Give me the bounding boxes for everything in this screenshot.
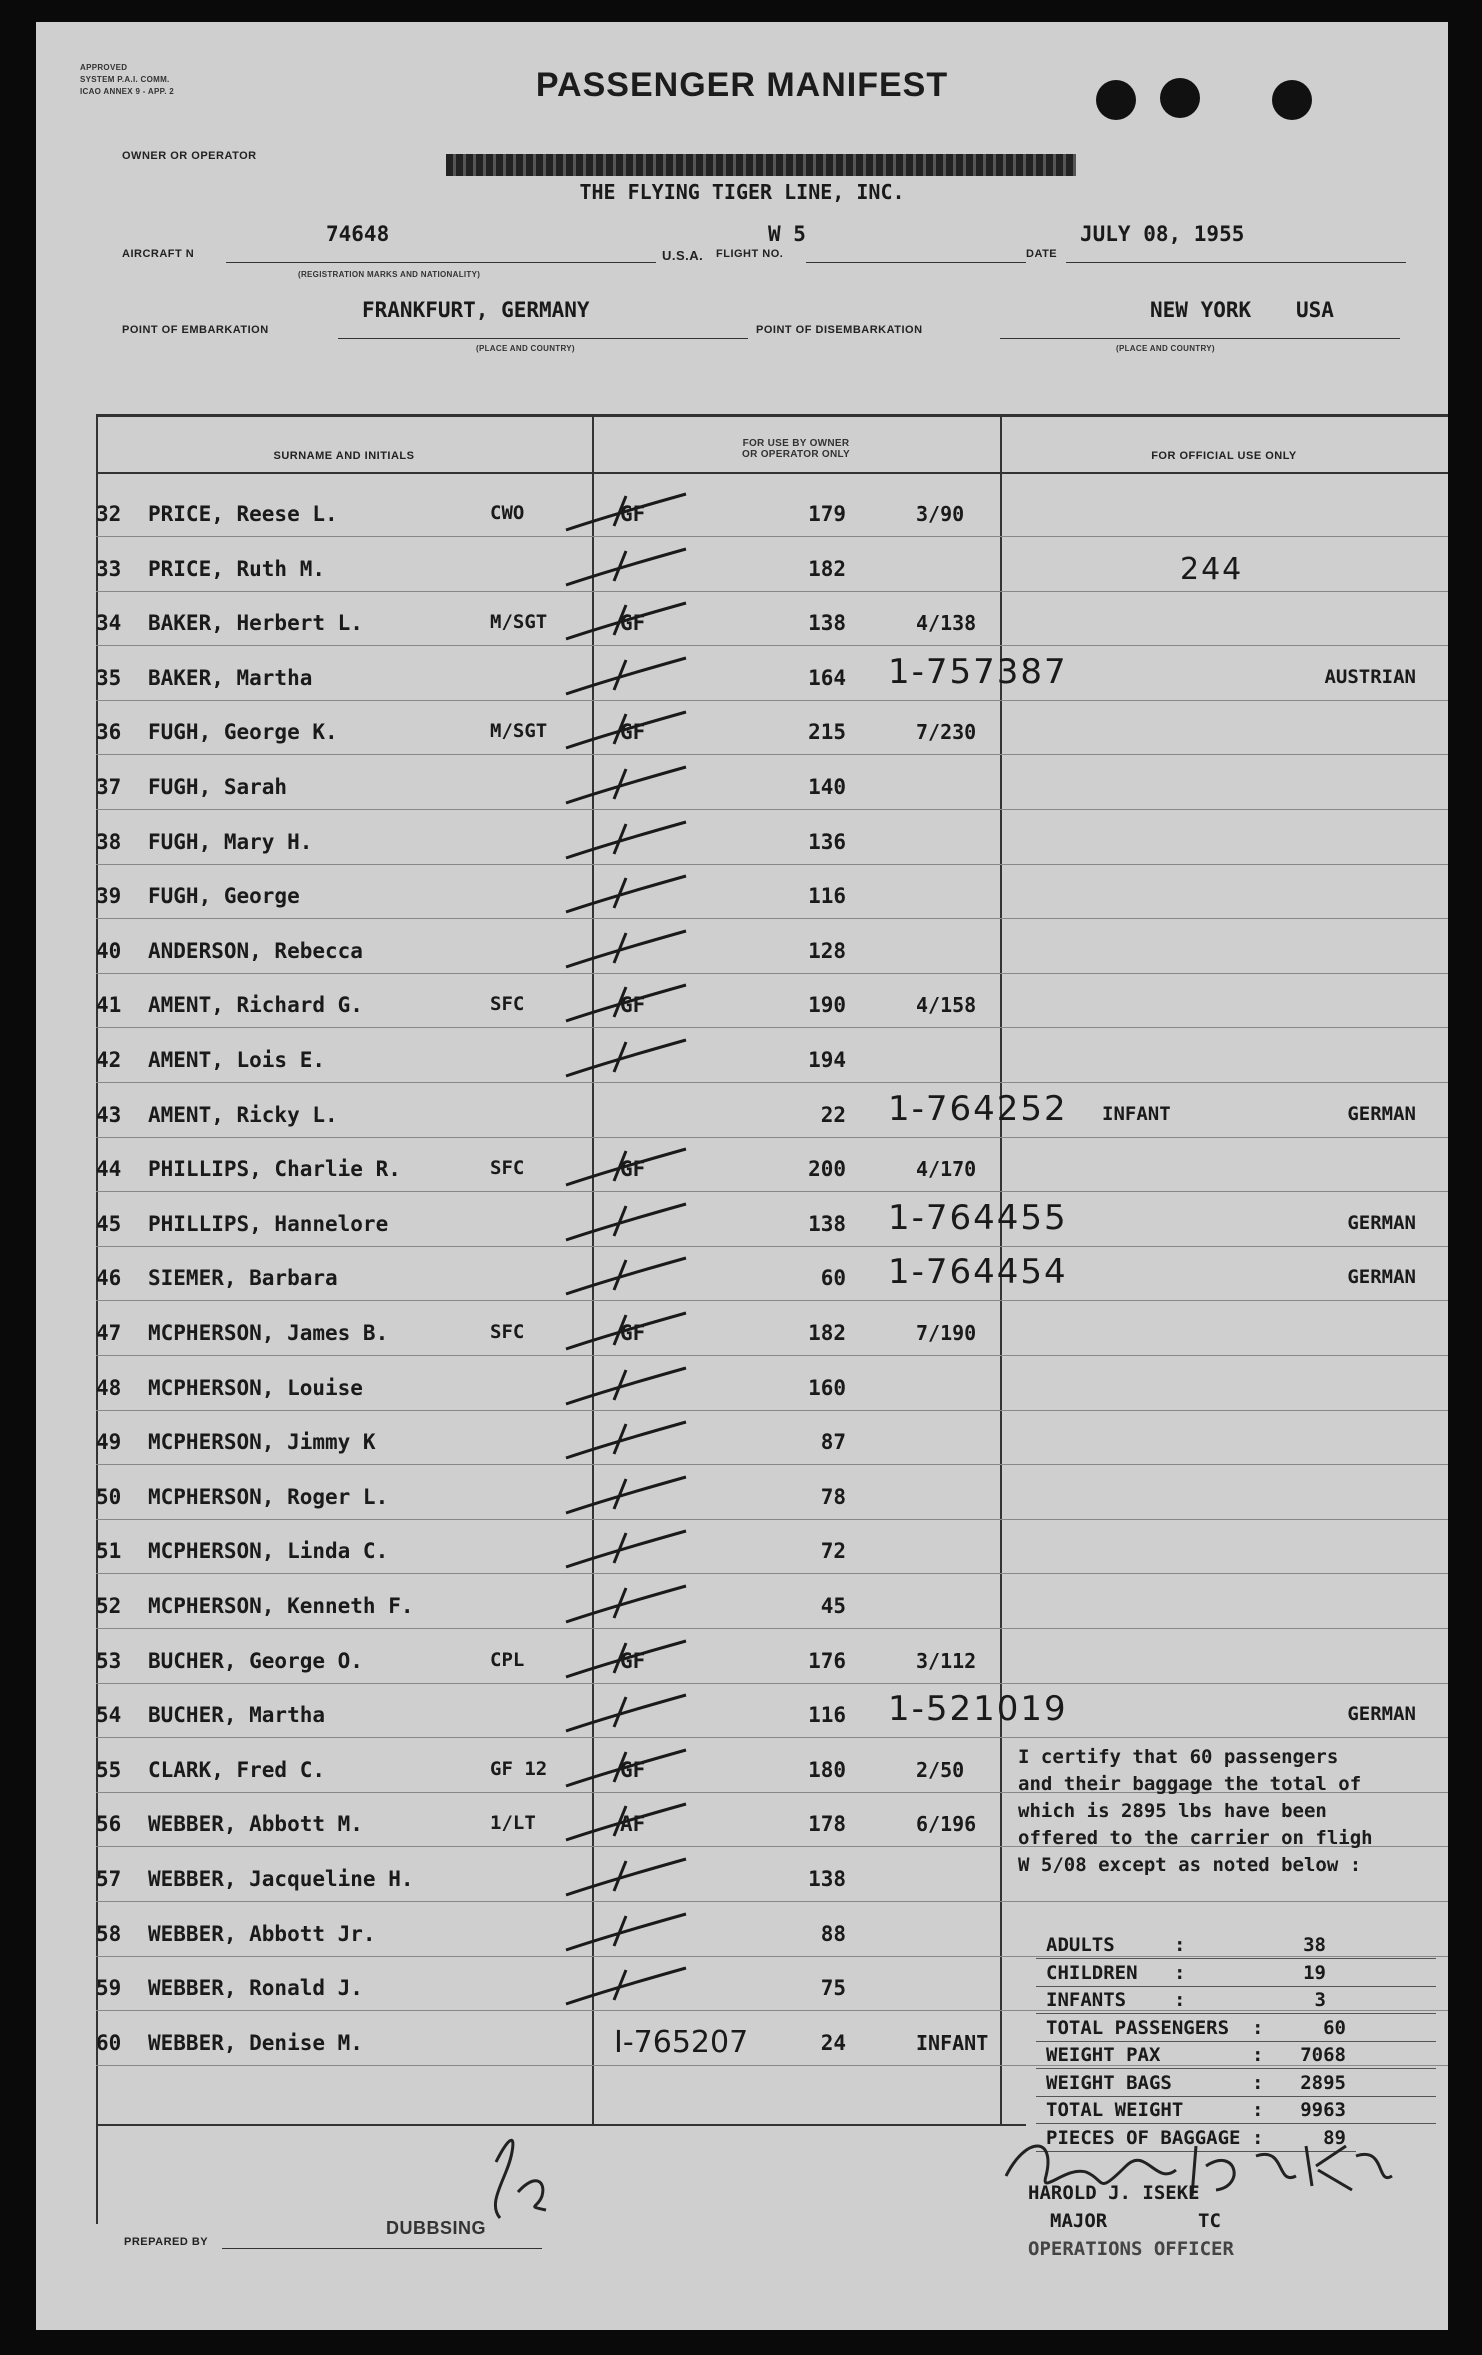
total-value: 89	[1323, 2126, 1346, 2149]
row-number: 33	[96, 556, 122, 581]
table-row	[36, 775, 1448, 815]
passenger-name: FUGH, Sarah	[148, 775, 288, 799]
total-row	[1046, 2017, 1426, 2043]
disembarkation-label: POINT OF DISEMBARKATION	[756, 324, 923, 336]
table-row	[36, 720, 1448, 760]
owner-label: OWNER OR OPERATOR	[122, 150, 257, 162]
passenger-name: PHILLIPS, Charlie R.	[148, 1157, 401, 1182]
passenger-name: AMENT, Lois E.	[148, 1048, 326, 1072]
total-row	[1046, 2044, 1426, 2070]
passenger-name: ANDERSON, Rebecca	[148, 938, 363, 963]
row-divider	[96, 1573, 1448, 1574]
baggage-count: 4/170	[916, 1157, 977, 1182]
passenger-weight: 116	[808, 1703, 846, 1728]
baggage-count: 2/50	[916, 1757, 965, 1782]
owner-use-header-line: OR OPERATOR ONLY	[742, 449, 850, 460]
row-divider	[96, 645, 1448, 646]
check-mark	[556, 1847, 696, 1907]
total-label: PIECES OF BAGGAGE	[1046, 2126, 1241, 2149]
check-mark	[556, 482, 696, 542]
table-row	[36, 939, 1448, 979]
check-mark	[556, 1192, 696, 1252]
passenger-code: GF	[620, 1157, 646, 1182]
passenger-weight: 45	[820, 1594, 846, 1618]
check-mark	[556, 1465, 696, 1525]
table-row	[36, 993, 1448, 1033]
row-divider	[96, 1191, 1448, 1192]
passenger-weight: 194	[808, 1048, 846, 1072]
passenger-rank: CPL	[490, 1648, 525, 1671]
passenger-weight: 136	[808, 829, 846, 854]
table-row	[36, 1157, 1448, 1197]
passenger-weight: 24	[820, 2030, 846, 2055]
total-row	[1046, 2072, 1426, 2098]
embarkation-value: FRANKFURT, GERMANY	[362, 298, 590, 322]
total-colon: :	[1174, 1989, 1186, 2011]
check-mark	[556, 864, 696, 924]
row-number: 49	[96, 1430, 122, 1455]
total-underline	[1036, 2068, 1436, 2069]
baggage-count: 4/158	[916, 993, 977, 1018]
infant-label: INFANT	[1102, 1102, 1171, 1125]
passenger-name: AMENT, Ricky L.	[148, 1102, 338, 1127]
aircraft-label: AIRCRAFT N	[122, 248, 195, 260]
passenger-weight: 78	[820, 1484, 846, 1509]
passenger-name: MCPHERSON, Kenneth F.	[148, 1594, 414, 1618]
check-mark	[556, 537, 696, 597]
total-row	[1046, 1989, 1426, 2015]
baggage-count: 3/90	[916, 502, 965, 526]
prepared-by-underline	[222, 2248, 542, 2249]
passenger-weight: 138	[808, 1211, 846, 1236]
row-divider	[96, 1082, 1448, 1083]
row-number: 32	[96, 502, 122, 526]
official-number: 1-764252	[888, 1088, 1068, 1129]
passenger-weight: 22	[820, 1102, 846, 1127]
table-top-border	[96, 414, 1448, 417]
check-mark	[556, 1738, 696, 1798]
certification-line: offered to the carrier on fligh	[1018, 1827, 1373, 1849]
baggage-count: 7/190	[916, 1321, 977, 1345]
check-mark	[556, 1301, 696, 1361]
check-mark	[556, 1956, 696, 2016]
date-underline	[1066, 262, 1406, 263]
check-mark	[556, 700, 696, 760]
passenger-weight: 128	[808, 938, 846, 963]
manifest-sheet	[36, 22, 1448, 2330]
row-divider	[96, 536, 1448, 537]
total-row	[1046, 2099, 1426, 2125]
check-mark	[556, 1137, 696, 1197]
row-divider	[96, 1137, 1448, 1138]
row-number: 54	[96, 1703, 122, 1728]
passenger-weight: 88	[820, 1921, 846, 1946]
total-label: ADULTS	[1046, 1934, 1115, 1956]
check-mark	[556, 591, 696, 651]
total-colon: :	[1252, 2044, 1264, 2066]
passenger-rank: 1/LT	[490, 1812, 536, 1835]
certification-line: and their baggage the total of	[1018, 1773, 1362, 1795]
surname-header: SURNAME AND INITIALS	[273, 450, 415, 462]
passenger-rank: CWO	[490, 502, 525, 524]
passenger-name: BAKER, Martha	[148, 665, 313, 690]
total-value: 38	[1303, 1934, 1326, 1956]
passenger-name: FUGH, Mary H.	[148, 829, 313, 854]
row-divider	[96, 1355, 1448, 1356]
baggage-count: 7/230	[916, 720, 977, 745]
table-row	[36, 884, 1448, 924]
check-mark	[556, 1902, 696, 1962]
disembarkation-caption: (PLACE AND COUNTRY)	[1116, 344, 1215, 353]
passenger-code: GF	[620, 502, 646, 526]
officer-name: HAROLD J. ISEKE	[1028, 2182, 1200, 2204]
passenger-code: AF	[620, 1812, 646, 1837]
approval-line: SYSTEM P.A.I. COMM.	[80, 75, 170, 84]
certification-line: W 5/08 except as noted below :	[1018, 1854, 1362, 1876]
passenger-rank: M/SGT	[490, 720, 548, 743]
passenger-weight: 72	[820, 1539, 846, 1564]
passenger-weight: 164	[808, 665, 846, 690]
total-colon: :	[1174, 1934, 1186, 1956]
row-number: 51	[96, 1539, 122, 1564]
total-label: CHILDREN	[1046, 1961, 1138, 1984]
passenger-weight: 178	[808, 1812, 846, 1837]
officer-rank: MAJOR	[1050, 2210, 1108, 2232]
row-number: 45	[96, 1211, 122, 1236]
row-divider	[96, 1246, 1448, 1247]
table-row	[36, 1539, 1448, 1579]
row-number: 41	[96, 993, 122, 1018]
table-row	[36, 651, 1448, 706]
table-row	[36, 1485, 1448, 1525]
passenger-name: MCPHERSON, Louise	[148, 1375, 363, 1400]
row-number: 43	[96, 1102, 122, 1127]
row-number: 50	[96, 1484, 122, 1509]
initials-mark	[466, 2122, 586, 2232]
passenger-code: GF	[620, 611, 646, 636]
passenger-weight: 215	[808, 720, 846, 745]
disembarkation-city: NEW YORK	[1150, 298, 1252, 322]
row-divider	[96, 1683, 1448, 1684]
flight-label: FLIGHT NO.	[716, 248, 784, 260]
check-mark	[556, 1356, 696, 1416]
passenger-name: BUCHER, George O.	[148, 1648, 363, 1673]
total-label: TOTAL WEIGHT	[1046, 2099, 1184, 2121]
row-number: 38	[96, 829, 122, 854]
row-divider	[96, 809, 1448, 810]
passenger-name: WEBBER, Denise M.	[148, 2030, 363, 2055]
table-row	[36, 1048, 1448, 1088]
passenger-weight: 182	[808, 1321, 846, 1345]
manifest-date: JULY 08, 1955	[1080, 222, 1245, 246]
check-mark	[556, 1519, 696, 1579]
row-number: 52	[96, 1594, 122, 1618]
row-number: 42	[96, 1048, 122, 1072]
passenger-weight: 160	[808, 1375, 846, 1400]
check-mark	[556, 810, 696, 870]
passenger-name: WEBBER, Jacqueline H.	[148, 1867, 414, 1891]
table-row	[36, 1197, 1448, 1252]
row-divider	[96, 918, 1448, 919]
row-number: 58	[96, 1921, 122, 1946]
check-mark	[556, 1574, 696, 1634]
row-divider	[96, 1519, 1448, 1520]
passenger-name: WEBBER, Abbott Jr.	[148, 1921, 376, 1946]
row-number: 56	[96, 1812, 122, 1837]
passenger-weight: 138	[808, 1867, 846, 1891]
passenger-rank: M/SGT	[490, 611, 548, 634]
passenger-rank: GF 12	[490, 1757, 548, 1780]
passenger-weight: 140	[808, 775, 846, 799]
certification-line: which is 2895 lbs have been	[1018, 1800, 1327, 1822]
check-mark	[556, 973, 696, 1033]
officer-unit: TC	[1198, 2210, 1221, 2232]
table-row	[36, 1088, 1448, 1143]
passenger-weight: 60	[820, 1266, 846, 1291]
check-mark	[556, 1246, 696, 1306]
check-mark	[556, 1410, 696, 1470]
check-mark	[556, 755, 696, 815]
table-row	[36, 1430, 1448, 1470]
official-number: 1-521019	[888, 1689, 1068, 1730]
flight-underline	[806, 262, 1026, 263]
row-number: 36	[96, 720, 122, 745]
operator-name: THE FLYING TIGER LINE, INC.	[579, 180, 905, 204]
total-value: 2895	[1300, 2071, 1346, 2094]
official-note: 244	[1180, 552, 1244, 587]
owner-use-header-line: FOR USE BY OWNER	[742, 438, 850, 449]
table-row	[36, 502, 1448, 542]
passenger-name: BAKER, Herbert L.	[148, 611, 363, 636]
official-use-header: FOR OFFICIAL USE ONLY	[1151, 450, 1297, 462]
row-divider	[96, 1464, 1448, 1465]
passenger-name: CLARK, Fred C.	[148, 1757, 326, 1782]
passenger-weight: 138	[808, 611, 846, 636]
passenger-name: WEBBER, Ronald J.	[148, 1976, 363, 2001]
official-number: 1-764455	[888, 1197, 1068, 1238]
total-underline	[1036, 1986, 1436, 1987]
check-mark	[556, 1629, 696, 1689]
total-colon: :	[1252, 2126, 1264, 2149]
passenger-weight: 190	[808, 993, 846, 1018]
row-number: 40	[96, 938, 122, 963]
passenger-name: PHILLIPS, Hannelore	[148, 1211, 389, 1236]
total-row	[1046, 1962, 1426, 1988]
passenger-name: SIEMER, Barbara	[148, 1266, 338, 1291]
total-value: 9963	[1300, 2099, 1346, 2121]
passenger-nationality: GERMAN	[1347, 1703, 1416, 1726]
table-row	[36, 611, 1448, 651]
passenger-code: GF	[620, 1757, 646, 1782]
passenger-weight: 180	[808, 1757, 846, 1782]
passenger-weight: 75	[820, 1976, 846, 2001]
total-underline	[1036, 2041, 1436, 2042]
row-divider	[96, 1737, 1448, 1738]
disembarkation-country: USA	[1296, 298, 1334, 322]
row-number: 35	[96, 665, 122, 690]
disembarkation-underline	[1000, 338, 1400, 339]
passenger-rank: SFC	[490, 993, 525, 1016]
row-number: 55	[96, 1757, 122, 1782]
officer-title: OPERATIONS OFFICER	[1028, 2238, 1234, 2260]
total-colon: :	[1174, 1961, 1186, 1984]
strikeout-bar	[446, 154, 1076, 176]
total-value: 19	[1303, 1961, 1326, 1984]
row-number: 46	[96, 1266, 122, 1291]
passenger-name: FUGH, George K.	[148, 720, 338, 745]
row-number: 39	[96, 884, 122, 909]
row-divider	[96, 754, 1448, 755]
check-mark	[556, 1683, 696, 1743]
total-label: INFANTS	[1046, 1989, 1127, 2011]
check-mark	[556, 1028, 696, 1088]
row-divider	[96, 973, 1448, 974]
passenger-rank: SFC	[490, 1157, 525, 1180]
passenger-code: I-765207	[614, 2024, 749, 2060]
passenger-weight: 116	[808, 884, 846, 909]
baggage-count: 3/112	[916, 1648, 977, 1673]
passenger-weight: 182	[808, 556, 846, 581]
table-row	[36, 1376, 1448, 1416]
aircraft-underline	[226, 262, 656, 263]
baggage-count: 4/138	[916, 611, 977, 636]
passenger-weight: 179	[808, 502, 846, 526]
passenger-name: MCPHERSON, Jimmy K	[148, 1430, 376, 1455]
official-number: 1-757387	[888, 651, 1068, 692]
check-mark	[556, 919, 696, 979]
total-underline	[1036, 2123, 1436, 2124]
baggage-count: INFANT	[916, 2030, 989, 2055]
passenger-weight: 176	[808, 1648, 846, 1673]
page-title: PASSENGER MANIFEST	[535, 66, 949, 104]
row-divider	[96, 1027, 1448, 1028]
total-value: 7068	[1300, 2044, 1346, 2066]
table-row	[36, 830, 1448, 870]
row-number: 57	[96, 1867, 122, 1891]
row-number: 60	[96, 2030, 122, 2055]
check-mark	[556, 646, 696, 706]
passenger-name: MCPHERSON, Linda C.	[148, 1539, 389, 1564]
row-divider	[96, 1410, 1448, 1411]
total-underline	[1036, 2013, 1436, 2014]
passenger-nationality: AUSTRIAN	[1324, 665, 1416, 688]
prepared-by-label: PREPARED BY	[124, 2236, 209, 2248]
row-divider	[96, 864, 1448, 865]
passenger-name: PRICE, Reese L.	[148, 502, 338, 526]
table-row	[36, 1321, 1448, 1361]
row-number: 34	[96, 611, 122, 636]
passenger-code: GF	[620, 1648, 646, 1673]
header-bottom-border	[96, 472, 1448, 474]
passenger-nationality: GERMAN	[1347, 1102, 1416, 1125]
row-divider	[96, 1901, 1448, 1902]
row-number: 48	[96, 1375, 122, 1400]
total-colon: :	[1252, 2099, 1264, 2121]
passenger-nationality: GERMAN	[1347, 1211, 1416, 1234]
passenger-weight: 200	[808, 1157, 846, 1182]
passenger-code: GF	[620, 1321, 646, 1345]
total-colon: :	[1252, 2016, 1264, 2039]
total-value: 3	[1314, 1989, 1326, 2011]
date-label: DATE	[1026, 248, 1058, 260]
certification-block	[1018, 1744, 1373, 1879]
row-number: 37	[96, 775, 122, 799]
approval-line: APPROVED	[80, 63, 128, 72]
row-divider	[96, 591, 1448, 592]
passenger-name: MCPHERSON, Roger L.	[148, 1484, 389, 1509]
check-mark	[556, 1792, 696, 1852]
aircraft-number: 74648	[326, 222, 390, 246]
row-number: 47	[96, 1321, 122, 1345]
passenger-name: PRICE, Ruth M.	[148, 556, 326, 581]
table-row	[36, 1252, 1448, 1306]
approval-line: ICAO ANNEX 9 - APP. 2	[80, 87, 175, 96]
total-underline	[1036, 2096, 1436, 2097]
embarkation-caption: (PLACE AND COUNTRY)	[476, 344, 575, 353]
total-label: WEIGHT BAGS	[1046, 2071, 1172, 2094]
passenger-code: GF	[620, 720, 646, 745]
row-number: 59	[96, 1976, 122, 2001]
row-divider	[96, 1300, 1448, 1301]
total-label: WEIGHT PAX	[1046, 2044, 1161, 2066]
total-underline	[1036, 1958, 1436, 1959]
passenger-name: FUGH, George	[148, 884, 300, 909]
table-row	[36, 1689, 1448, 1743]
total-label: TOTAL PASSENGERS	[1046, 2016, 1230, 2039]
total-row	[1046, 1934, 1426, 1960]
passenger-code: GF	[620, 993, 646, 1018]
passenger-rank: SFC	[490, 1321, 525, 1343]
embarkation-label: POINT OF EMBARKATION	[122, 324, 269, 336]
certification-line: I certify that 60 passengers	[1018, 1746, 1339, 1768]
total-colon: :	[1252, 2071, 1264, 2094]
passenger-name: MCPHERSON, James B.	[148, 1321, 389, 1345]
table-row	[36, 1649, 1448, 1689]
passenger-nationality: GERMAN	[1347, 1266, 1416, 1289]
registration-caption: (REGISTRATION MARKS AND NATIONALITY)	[298, 270, 481, 279]
passenger-name: WEBBER, Abbott M.	[148, 1812, 363, 1837]
preparer-name: DUBBSING	[386, 2218, 487, 2238]
official-number: 1-764454	[888, 1252, 1068, 1293]
row-number: 53	[96, 1648, 122, 1673]
baggage-count: 6/196	[916, 1812, 977, 1837]
passenger-weight: 87	[820, 1430, 846, 1455]
row-divider	[96, 700, 1448, 701]
usa-label: U.S.A.	[662, 248, 704, 263]
owner-use-header	[592, 438, 1000, 460]
passenger-name: BUCHER, Martha	[148, 1703, 326, 1728]
embarkation-underline	[338, 338, 748, 339]
row-divider	[96, 1628, 1448, 1629]
flight-number: W 5	[768, 222, 806, 246]
row-number: 44	[96, 1157, 122, 1182]
total-value: 60	[1323, 2016, 1346, 2039]
table-row	[36, 1594, 1448, 1634]
passenger-name: AMENT, Richard G.	[148, 993, 363, 1018]
